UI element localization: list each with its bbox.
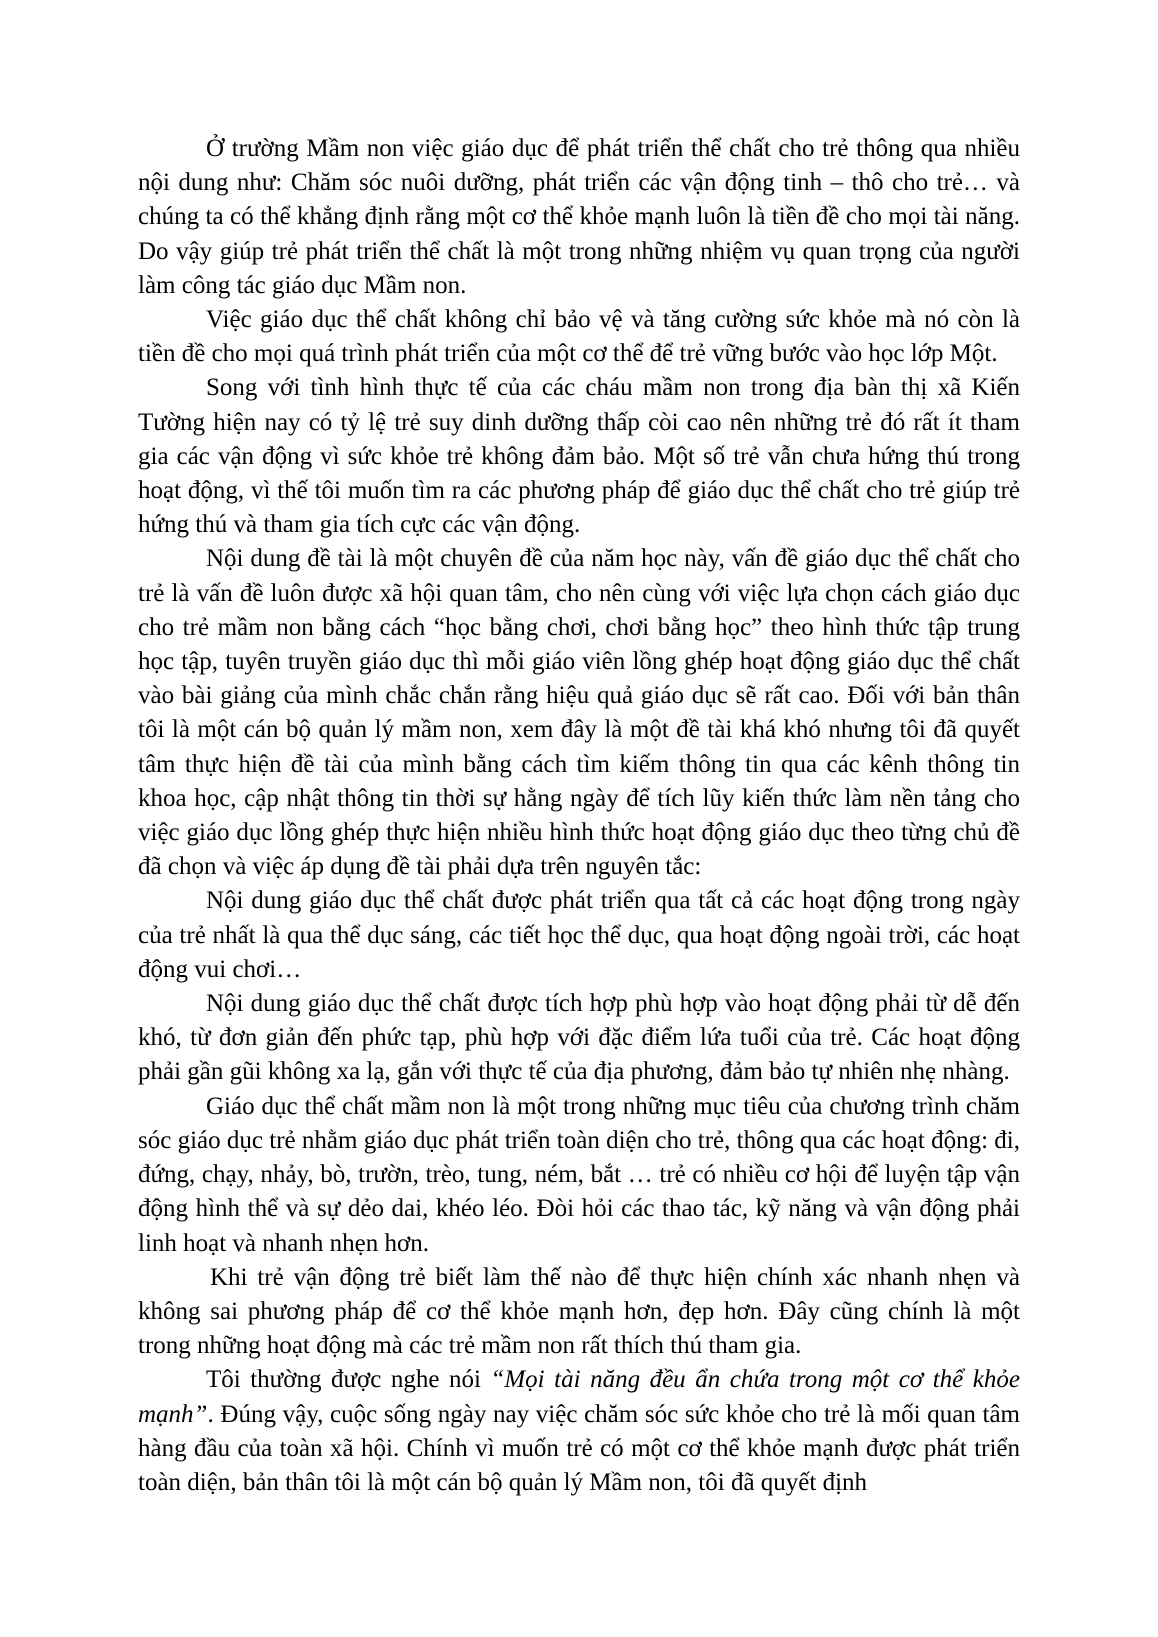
paragraph: Giáo dục thể chất mầm non là một trong những mục tiêu của chương trình chăm sóc giáo dục trẻ nhằm giáo dục phát triển toàn diện cho trẻ, thông qua các hoạt động: đi, đứng, chạy, nhảy, bò, trườn, trèo, tung, ném, bắt … trẻ có nhiều cơ hội để luyện tập vận động hình thể và sự dẻo dai, khéo léo. Đòi hỏi các thao tác, kỹ năng và vận động phải linh hoạt và nhanh nhẹn hơn. [138, 1092, 1020, 1257]
paragraph-last [138, 1363, 1020, 1500]
paragraph: Nội dung giáo dục thể chất được phát triển qua tất cả các hoạt động trong ngày của trẻ nhất là qua thể dục sáng, các tiết học thể dục, qua hoạt động ngoài trời, các hoạt động vui chơi… [138, 887, 1020, 983]
paragraph: Nội dung giáo dục thể chất được tích hợp phù hợp vào hoạt động phải từ dễ đến khó, từ đơn giản đến phức tạp, phù hợp với đặc điểm lứa tuổi của trẻ. Các hoạt động phải gần gũi không xa lạ, gắn với thực tế của địa phương, đảm bảo tự nhiên nhẹ nhàng. [138, 990, 1020, 1086]
italic-quote: “Mọi tài năng đều ẩn chứa trong một cơ thể khỏe mạnh” [138, 1366, 1020, 1428]
paragraph: Ở trường Mầm non việc giáo dục để phát triển thể chất cho trẻ thông qua nhiều nội dung như: Chăm sóc nuôi dưỡng, phát triển các vận động tinh – thô cho trẻ… và chúng ta có thể khẳng định rằng một cơ thể khỏe mạnh luôn là tiền đề cho mọi tài năng. Do vậy giúp trẻ phát triển thể chất là một trong những nhiệm vụ quan trọng của người làm công tác giáo dục Mầm non. [138, 135, 1020, 299]
paragraph: Khi trẻ vận động trẻ biết làm thế nào để thực hiện chính xác nhanh nhẹn và không sai phương pháp để cơ thể khỏe mạnh hơn, đẹp hơn. Đây cũng chính là một trong những hoạt động mà các trẻ mầm non rất thích thú tham gia. [138, 1263, 1020, 1360]
paragraph: Việc giáo dục thể chất không chỉ bảo vệ và tăng cường sức khỏe mà nó còn là tiền đề cho mọi quá trình phát triển của một cơ thể để trẻ vững bước vào học lớp Một. [138, 306, 1020, 368]
paragraph-rest: . Đúng vậy, cuộc sống ngày nay việc chăm sóc sức khỏe cho trẻ là mối quan tâm hàng đầu của toàn xã hội. Chính vì muốn trẻ có một cơ thể khỏe mạnh được phát triển toàn diện, bản thân tôi là một cán bộ quản lý Mầm non, tôi đã quyết định [138, 1400, 1020, 1496]
document-body [138, 132, 1020, 1500]
paragraph-intro: Tôi thường được nghe nói [206, 1366, 491, 1394]
paragraph: Song với tình hình thực tế của các cháu mầm non trong địa bàn thị xã Kiến Tường hiện nay có tỷ lệ trẻ suy dinh dưỡng thấp còi cao nên những trẻ đó rất ít tham gia các vận động vì sức khỏe trẻ không đảm bảo. Một số trẻ vẫn chưa hứng thú trong hoạt động, vì thế tôi muốn tìm ra các phương pháp để giáo dục thể chất cho trẻ giúp trẻ hứng thú và tham gia tích cực các vận động. [138, 374, 1020, 539]
paragraph: Nội dung đề tài là một chuyên đề của năm học này, vấn đề giáo dục thể chất cho trẻ là vấn đề luôn được xã hội quan tâm, cho nên cùng với việc lựa chọn cách giáo dục cho trẻ mầm non bằng cách “học bằng chơi, chơi bằng học” theo hình thức tập trung học tập, tuyên truyền giáo dục thì mỗi giáo viên lồng ghép hoạt động giáo dục thể chất vào bài giảng của mình chắc chắn rằng hiệu quả giáo dục sẽ rất cao. Đối với bản thân tôi là một cán bộ quản lý mầm non, xem đây là một đề tài khá khó nhưng tôi đã quyết tâm thực hiện đề tài của mình bằng cách tìm kiếm thông tin qua các kênh thông tin khoa học, cập nhật thông tin thời sự hằng ngày để tích lũy kiến thức làm nền tảng cho việc giáo dục lồng ghép thực hiện nhiều hình thức hoạt động giáo dục theo từng chủ đề đã chọn và việc áp dụng đề tài phải dựa trên nguyên tắc: [138, 545, 1020, 881]
